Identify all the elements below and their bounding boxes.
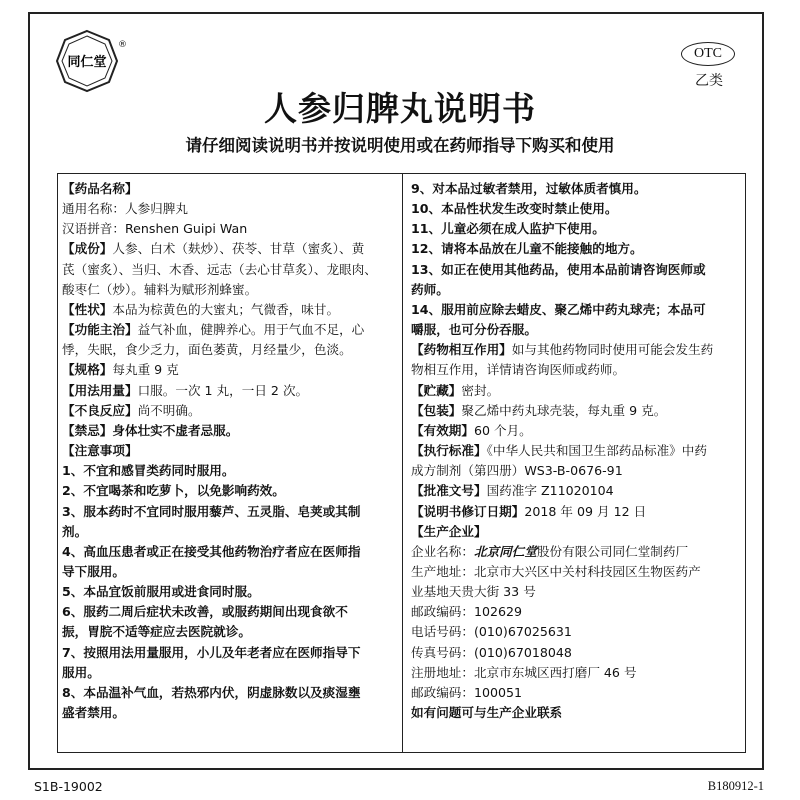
section-heading: 【功能主治】 [62, 322, 138, 338]
address-line: 业基地天贵大街 33 号 [411, 584, 536, 600]
address-line: 生产地址：北京市大兴区中关村科技园区生物医药产 [411, 563, 701, 579]
note-item: 10、本品性状发生改变时禁止使用。 [411, 201, 618, 217]
note-item: 4、高血压患者或正在接受其他药物治疗者应在医师指 [62, 543, 361, 559]
manufacturer-name: 企业名称：北京同仁堂股份有限公司同仁堂制药厂 [411, 543, 689, 559]
zip-code: 邮政编码：102629 [411, 604, 523, 620]
right-column [411, 179, 741, 723]
section-heading: 【批准文号】 [411, 483, 487, 499]
interaction-line: 【药物相互作用】如与其他药物同时使用可能会发生药 [411, 342, 714, 358]
note-item: 嚼服，也可分份吞服。 [411, 322, 537, 338]
indications-line: 【功能主治】益气补血，健脾养心。用于气血不足，心 [62, 322, 365, 338]
note-item: 服用。 [62, 664, 100, 680]
section-heading: 【贮藏】 [411, 382, 462, 398]
section-heading: 【有效期】 [411, 422, 474, 438]
section-heading: 【药品名称】 [62, 181, 138, 196]
note-item: 2、不宜喝茶和吃萝卜，以免影响药效。 [62, 483, 285, 499]
note-item: 3、服本药时不宜同时服用藜芦、五灵脂、皂荚或其制 [62, 503, 361, 519]
otc-class: 乙类 [695, 73, 723, 89]
contraindication-line: 【禁忌】身体壮实不虚者忌服。 [62, 422, 239, 438]
phone-number: 电话号码：(010)67025631 [411, 624, 572, 640]
section-heading: 【生产企业】 [411, 523, 487, 539]
adverse-line: 【不良反应】尚不明确。 [62, 402, 201, 418]
left-column [62, 179, 398, 723]
fax-number: 传真号码：(010)67018048 [411, 644, 572, 660]
package-line: 【包装】聚乙烯中药丸球壳装，每丸重 9 克。 [411, 402, 667, 418]
section-heading: 【药物相互作用】 [411, 342, 512, 358]
specification-line: 【规格】每丸重 9 克 [62, 362, 179, 378]
standard-line: 【执行标准】《中华人民共和国卫生部药品标准》中药 [411, 443, 707, 459]
note-item: 7、按照用法用量服用，小儿及年老者应在医师指导下 [62, 644, 361, 660]
note-item: 11、儿童必须在成人监护下使用。 [411, 221, 605, 237]
section-heading: 【规格】 [62, 362, 113, 378]
revision-line: 【说明书修订日期】2018 年 09 月 12 日 [411, 503, 647, 519]
section-heading: 【注意事项】 [62, 443, 138, 459]
approval-line: 【批准文号】国药准字 Z11020104 [411, 483, 614, 499]
zip-code: 邮政编码：100051 [411, 684, 523, 700]
otc-badge: OTC [681, 42, 735, 66]
note-item: 5、本品宜饭前服用或进食同时服。 [62, 584, 260, 600]
interaction-line: 物相互作用，详情请咨询医师或药师。 [411, 362, 626, 378]
section-heading: 【不良反应】 [62, 402, 138, 418]
section-heading: 【性状】 [62, 301, 113, 317]
generic-name: 通用名称：人参归脾丸 [62, 201, 188, 217]
dosage-line: 【用法用量】口服。一次 1 丸，一日 2 次。 [62, 382, 309, 398]
note-item: 1、不宜和感冒类药同时服用。 [62, 463, 235, 479]
section-heading: 【用法用量】 [62, 382, 138, 398]
composition-line: 酸枣仁（炒）。辅料为赋形剂蜂蜜。 [62, 281, 258, 297]
registered-mark: ® [118, 40, 127, 50]
note-item: 8、本品温补气血，若热邪内伏，阴虚脉数以及痰湿壅 [62, 684, 361, 700]
characteristics-line: 【性状】本品为棕黄色的大蜜丸；气微香，味甘。 [62, 301, 340, 317]
indications-line: 悸，失眠，食少乏力，面色萎黄，月经量少，色淡。 [62, 342, 352, 358]
note-item: 12、请将本品放在儿童不能接触的地方。 [411, 241, 643, 257]
column-divider [402, 173, 403, 753]
logo-text: 同仁堂 [67, 55, 107, 70]
composition-line: 芪（蜜炙）、当归、木香、远志（去心甘草炙）、龙眼肉、 [62, 261, 377, 277]
section-heading: 【成份】 [62, 241, 113, 257]
footer-code-right: B180912-1 [707, 779, 764, 793]
note-item: 振，胃脘不适等症应去医院就诊。 [62, 624, 251, 640]
section-heading: 【包装】 [411, 402, 462, 418]
storage-line: 【贮藏】密封。 [411, 382, 500, 398]
note-item: 药师。 [411, 281, 449, 297]
brand-name: 北京同仁堂 [473, 543, 537, 559]
note-item: 13、如正在使用其他药品，使用本品前请咨询医师或 [411, 261, 706, 277]
note-item: 导下服用。 [62, 563, 125, 579]
note-item: 盛者禁用。 [62, 705, 125, 721]
footer-code-left: S1B-19002 [34, 779, 103, 794]
page-subtitle: 请仔细阅读说明书并按说明使用或在药师指导下购买和使用 [185, 136, 615, 155]
note-item: 剂。 [62, 523, 88, 539]
pinyin-name: 汉语拼音：Renshen Guipi Wan [62, 221, 248, 237]
composition-line: 【成份】人参、白术（麸炒）、茯苓、甘草（蜜炙）、黄 [62, 241, 365, 257]
note-item: 14、服用前应除去蜡皮、聚乙烯中药丸球壳；本品可 [411, 301, 706, 317]
contact-note: 如有问题可与生产企业联系 [411, 705, 563, 721]
registered-address: 注册地址：北京市东城区西打磨厂 46 号 [411, 664, 637, 680]
page-title: 人参归脾丸说明书 [264, 89, 536, 128]
standard-line: 成方制剂（第四册）WS3-B-0676-91 [411, 463, 623, 479]
note-item: 9、对本品过敏者禁用，过敏体质者慎用。 [411, 181, 647, 196]
section-heading: 【执行标准】 [411, 443, 487, 459]
note-item: 6、服药二周后症状未改善，或服药期间出现食欲不 [62, 604, 348, 620]
section-heading: 【禁忌】 [62, 422, 113, 438]
validity-line: 【有效期】60 个月。 [411, 422, 532, 438]
section-heading: 【说明书修订日期】 [411, 503, 525, 519]
